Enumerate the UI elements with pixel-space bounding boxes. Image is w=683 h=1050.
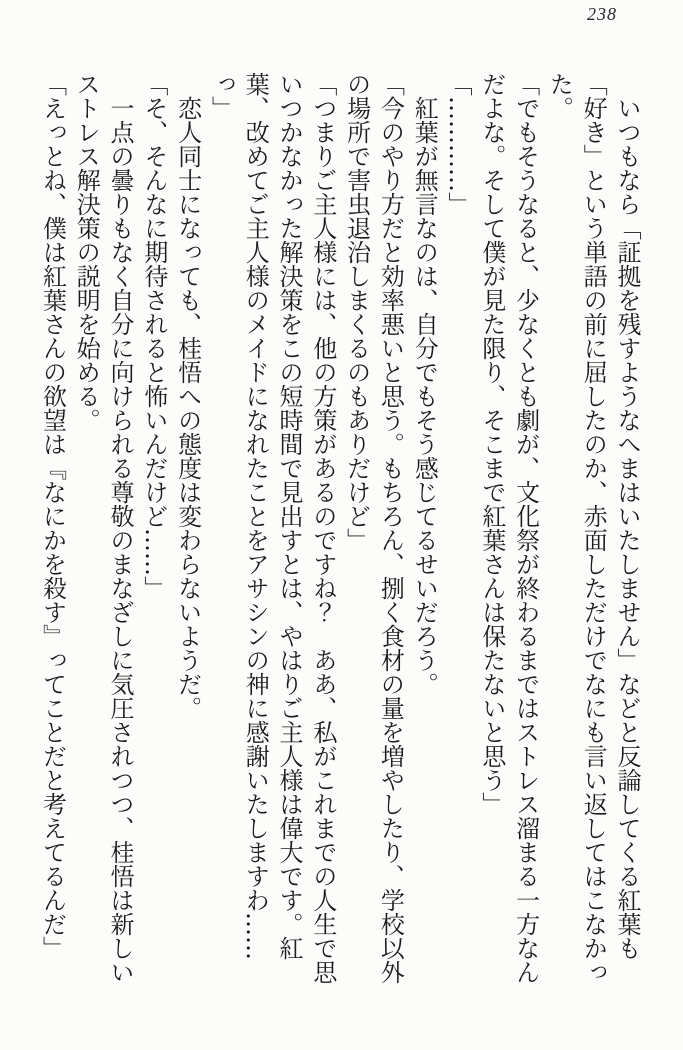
paragraph-5: 「今のやり方だと効率悪いと思う。もちろん、捌く食材の量を増やしたり、学校以外の場所で害虫退治しまくるのもありだけど」 [342,72,405,984]
paragraph-1: いつもなら「証拠を残すようなへまはいたしません」などと反論してくる紅葉も「好き」という単語の前に屈したのか、赤面しただけでなにも言い返してはこなかった。 [545,72,641,984]
paragraph-6: 「つまりご主人様には、他の方策があるのですね？ ああ、私がこれまでの人生で思いつかなかった解決策をこの短時間で見出すとは、やはりご主人様は偉大です。紅葉、改めてご主人様のメイドになれたことをアサシンの神に感謝いたしますわ……っ」 [207,72,337,984]
paragraph-8: 「そ、そんなに期待されると怖いんだけど……」 [139,72,168,600]
text-area [35,72,643,988]
paragraph-7: 恋人同士になっても、桂悟への態度は変わらないようだ。 [173,96,202,720]
paragraph-10: 「えっとね、僕は紅葉さんの欲望は『なにかを殺す』ってことだと考えてるんだ」 [38,72,67,960]
paragraph-3: 「…………」 [444,72,473,216]
page-number: 238 [587,4,617,24]
paragraph-4: 紅葉が無言なのは、自分でもそう感じてるせいだろう。 [410,96,439,696]
paragraph-2: 「でもそうなると、少なくとも劇が、文化祭が終わるまではストレス溜まる一方なんだよな。そして僕が見た限り、そこまで紅葉さんは保たないと思う」 [477,72,540,984]
paragraph-9: 一点の曇りもなく自分に向けられる尊敬のまなざしに気圧されつつ、桂悟は新しいストレス解決策の説明を始める。 [72,72,135,984]
